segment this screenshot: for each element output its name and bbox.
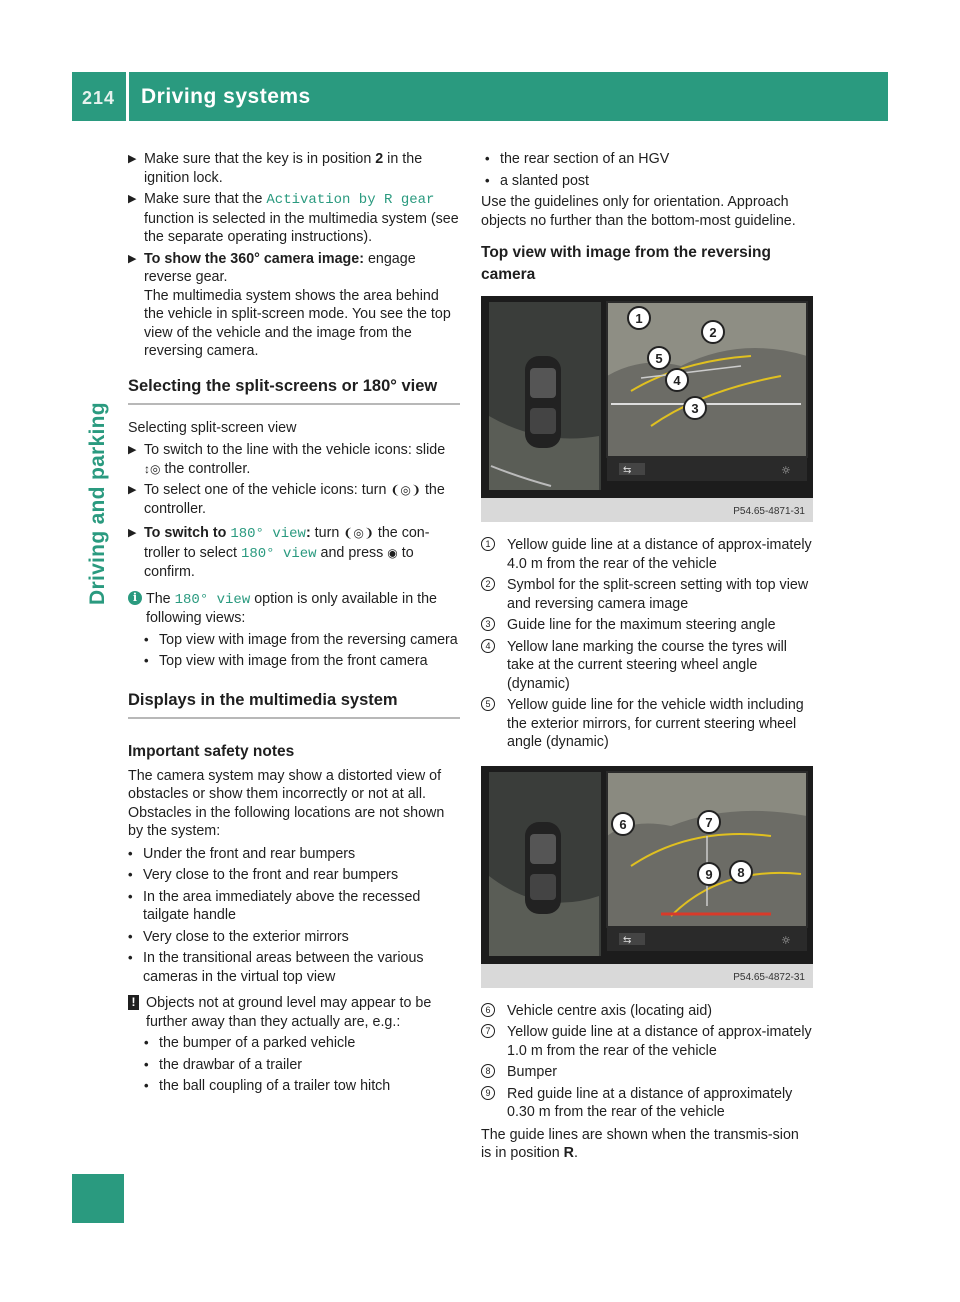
camera-view-illustration-2	[481, 766, 813, 964]
svg-text:1: 1	[635, 311, 643, 326]
list-item: • Top view with image from the front camera	[144, 653, 428, 669]
side-tab-block	[72, 1174, 124, 1223]
svg-text:⇆: ⇆	[623, 934, 632, 946]
legend-item: 4 Yellow lane marking the course the tyres will take at the current steering wheel angle (dynamic)	[481, 638, 813, 694]
step-show-360: ▶ To show the 360° camera image: engage reverse gear. The multimedia system shows the area behind the vehicle in split-screen mode. You see the top view of the vehicle and the image from the reversing camera.	[128, 250, 451, 359]
image-code: P54.65-4872-31	[733, 971, 805, 983]
step-switch-180: ▶ To switch to 180° view: turn ❨◎❩ the con-troller to select 180° view and press ◉ to confirm.	[128, 525, 430, 580]
info-icon: i	[128, 591, 142, 605]
list-item: • Very close to the exterior mirrors	[128, 928, 349, 945]
image-code: P54.65-4871-31	[733, 506, 805, 517]
left-column	[128, 150, 460, 1099]
header-divider	[126, 72, 129, 121]
step-arrow-icon: ▶	[128, 527, 137, 539]
camera-view-illustration-1	[481, 296, 813, 498]
legend-2	[481, 1002, 813, 1122]
step-key-position: ▶ Make sure that the key is in position 2 in the ignition lock.	[128, 151, 423, 186]
heading-top-view: Top view with image from the reversing camera	[481, 244, 771, 283]
legend-item: 5 Yellow guide line for the vehicle width including the exterior mirrors, for current steering wheel angle (dynamic)	[481, 696, 813, 752]
legend-1	[481, 536, 813, 752]
step-arrow-icon: ▶	[128, 252, 137, 265]
step-arrow-icon: ▶	[128, 444, 137, 456]
guideline-paragraph: Use the guidelines only for orientation. Approach objects no further than the bottom-most guideline.	[481, 194, 796, 229]
side-tab-label: Driving and parking	[86, 402, 109, 605]
image-caption-bar	[481, 964, 813, 988]
svg-text:5: 5	[655, 351, 663, 366]
svg-text:9: 9	[705, 866, 713, 882]
svg-text:7: 7	[705, 814, 713, 830]
list-item: • the drawbar of a trailer	[144, 1056, 303, 1073]
page-number: 214	[82, 88, 116, 108]
list-item: • the rear section of an HGV	[485, 151, 670, 167]
heading-split-screens: Selecting the split-screens or 180° view	[128, 375, 460, 405]
step-arrow-icon: ▶	[128, 193, 137, 205]
legend-item: 2 Symbol for the split-screen setting with top view and reversing camera image	[481, 576, 813, 613]
list-item: • a slanted post	[485, 172, 590, 189]
svg-text:⇆: ⇆	[623, 465, 632, 476]
list-item: • In the area immediately above the recessed tailgate handle	[128, 888, 421, 923]
side-tab	[86, 402, 112, 605]
svg-text:4: 4	[673, 373, 681, 388]
note-bullets	[128, 631, 460, 671]
warning-icon: !	[128, 995, 139, 1010]
step-arrow-icon: ▶	[128, 153, 137, 165]
legend-item: 9 Red guide line at a distance of approximately 0.30 m from the rear of the vehicle	[481, 1085, 813, 1122]
controller-press-icon: ◉	[387, 545, 398, 560]
controller-turn-icon: ❨◎❩	[343, 526, 374, 540]
legend-item: 8 Bumper	[481, 1063, 813, 1082]
controller-slide-icon: ↕◎	[144, 461, 161, 476]
controller-turn-icon: ❨◎❩	[390, 483, 421, 497]
svg-text:☼: ☼	[781, 933, 791, 947]
transmission-paragraph: The guide lines are shown when the transmis-sion is in position R.	[481, 1126, 799, 1161]
list-item: • Under the front and rear bumpers	[128, 845, 356, 862]
legend-item: 3 Guide line for the maximum steering angle	[481, 616, 813, 635]
list-item: • In the transitional areas between the various cameras in the virtual top view	[128, 950, 424, 985]
list-item: • the ball coupling of a trailer tow hitch	[144, 1078, 391, 1094]
page-title: Driving systems	[141, 85, 311, 108]
list-item: • the bumper of a parked vehicle	[144, 1035, 356, 1051]
svg-text:☼: ☼	[781, 464, 791, 477]
right-column	[481, 150, 813, 1165]
safety-bullets	[128, 845, 460, 987]
heading-safety: Important safety notes	[128, 742, 295, 760]
info-note: i The 180° view option is only available in the following views:	[128, 590, 460, 628]
legend-item: 7 Yellow guide line at a distance of approx-imately 1.0 m from the rear of the vehicle	[481, 1023, 813, 1060]
step-switch-line: ▶ To switch to the line with the vehicle icons: slide ↕◎ the controller.	[128, 442, 446, 477]
step-select-icon: ▶ To select one of the vehicle icons: turn ❨◎❩ the controller.	[128, 482, 445, 517]
list-item: • Top view with image from the reversing camera	[144, 631, 458, 648]
svg-text:8: 8	[737, 864, 745, 880]
split-intro: Selecting split-screen view	[128, 419, 297, 436]
heading-displays: Displays in the multimedia system	[128, 689, 460, 719]
step-activation: ▶ Make sure that the Activation by R gear function is selected in the multimedia system (see the separate operating instructions).	[128, 191, 459, 245]
warning-note: ! Objects not at ground level may appear to be further away than they actually are, e.g.:	[128, 994, 460, 1031]
warning-bullets	[128, 1034, 460, 1096]
safety-paragraph: The camera system may show a distorted view of obstacles or show them incorrectly or not at all. Obstacles in the following locations are not shown by the system:	[128, 767, 445, 839]
svg-text:2: 2	[709, 325, 717, 340]
camera-image-1	[481, 296, 813, 522]
legend-item: 6 Vehicle centre axis (locating aid)	[481, 1002, 813, 1021]
image-caption-bar	[481, 498, 813, 522]
svg-text:3: 3	[691, 401, 699, 416]
camera-image-2	[481, 766, 813, 988]
list-item: • Very close to the front and rear bumpers	[128, 867, 399, 883]
step-arrow-icon: ▶	[128, 484, 137, 496]
legend-item: 1 Yellow guide line at a distance of approx-imately 4.0 m from the rear of the vehicle	[481, 536, 813, 573]
svg-text:6: 6	[619, 816, 627, 832]
